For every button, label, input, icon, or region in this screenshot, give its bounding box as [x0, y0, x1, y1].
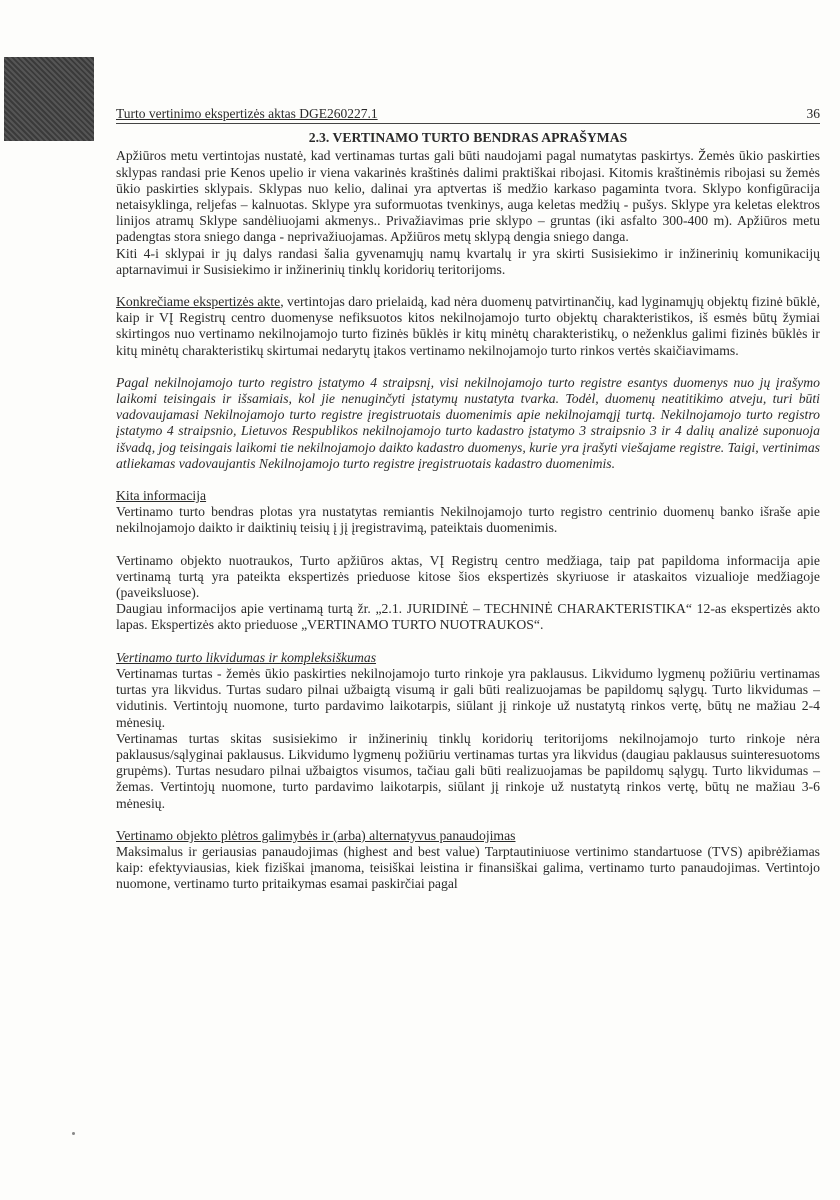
paragraph-liquidity-corridor: Vertinamas turtas skitas susisiekimo ir inžinerinių tinklų koridorių teritorijoms nekilnojamojo turto rinkoje nėra paklausus/sąlyginai paklausus. Likvidumo lygmenų požiūriu vertinamas turtas yra likvidus (daugiau paklausus suinteresuotoms grupėms). Turtas nesudaro pilnai užbaigtos visumos, tačiau gali būti realizuojamas be papildomų sąlygų. Turto likvidumas – žemas. Vertintojų nuomone, turto pardavimo laikotarpis, siūlant jį rinkoje už nustatytą rinkos vertę, būtų ne mažiau 3-6 mėnesių.: [116, 730, 820, 811]
paragraph-liquidity-agri: Vertinamas turtas - žemės ūkio paskirties nekilnojamojo turto rinkoje yra paklausus. Likvidumo lygmenų požiūriu vertinamas turtas yra likvidus. Turtas sudaro pilnai užbaigtą visumą ir gali būti realizuojamas be papildomų sąlygų. Turto likvidumas – vidutinis. Vertintojų nuomone, turto pardavimo laikotarpis, siūlant jį rinkoje už nustatytą rinkos vertę, būtų ne mažiau 2-4 mėnesių.: [116, 665, 820, 730]
heading-liquidity: Vertinamo turto likvidumas ir kompleksiškumas: [116, 649, 377, 665]
paragraph-assumption: [116, 294, 820, 359]
assumption-lead: Konkrečiame ekspertizės akte: [116, 294, 281, 310]
page-number: 36: [806, 106, 820, 121]
paragraph-area-source: Vertinamo turto bendras plotas yra nustatytas remiantis Nekilnojamojo turto registro centrinio duomenų banko išraše apie nekilnojamojo daikto ir daiktinių teisių į jį įregistravimą, pateiktais duomenimis.: [116, 504, 820, 536]
paragraph-photos: Vertinamo objekto nuotraukos, Turto apžiūros aktas, VĮ Registrų centro medžiaga, taip pat papildoma informacija apie vertinamą turtą yra pateikta ekspertizės prieduose kitose šios ekspertizės skyriuose ir ataskaitos vizualioje medžiagoje (paveiksluose).: [116, 552, 820, 601]
paragraph-site-description: Apžiūros metu vertintojas nustatė, kad vertinamas turtas gali būti naudojami pagal numatytas paskirtys. Žemės ūkio paskirties sklypas randasi prie Kenos upelio ir viena vakarinės kraštinės dalimi praktiškai ribojasi. Kitomis kraštinėmis ribojasi su žemės ūkio paskirties sklypais. Sklypas nuo kelio, dalinai yra aptvertas iš medžio karkaso pagaminta tvora. Sklypo konfigūracija netaisyklinga, reljefas – kalnuotas. Sklype yra suformuotas tvenkinys, auga keletas medžių - pušys. Sklype yra keletas elektros linijos atramų Sklype sandėliuojami akmenys.. Privažiavimas prie sklypo – gruntas (iki asfalto 300-400 m). Apžiūros metu padengtas stora sniego danga - neprivažiuojamas. Apžiūros metų sklypą dengia sniego danga.: [116, 148, 820, 245]
heading-development: Vertinamo objekto plėtros galimybės ir (arba) alternatyvus panaudojimas: [116, 827, 516, 843]
assumption-text: , vertintojas daro prielaidą, kad nėra duomenų patvirtinančių, kad lyginamųjų objektų fizinė būklė, kaip ir VĮ Registrų centro duomenyse nefiksuotos kitos nekilnojamojo turto objektų charakteristikos, iš esmės būtų žymiai skirtingos nuo vertinamo nekilnojamojo turto fizinės būklės ir kitų minėtų charakteristikų, o neženklus galimi fizinės būklės ir kitų minėtų charakteristikų skirtumai nedarytų įtakos vertinamo nekilnojamojo turto rinkos vertės skaičiavimams.: [116, 294, 821, 358]
scan-dot: [72, 1132, 75, 1135]
heading-other-info: Kita informacija: [116, 488, 207, 504]
scan-artifact: [4, 57, 94, 141]
page-header: [116, 106, 820, 124]
section-title: 2.3. VERTINAMO TURTO BENDRAS APRAŠYMAS: [308, 130, 628, 146]
document-page: [116, 106, 820, 893]
paragraph-registry-law: Pagal nekilnojamojo turto registro įstatymo 4 straipsnį, visi nekilnojamojo turto registre esantys duomenys nuo jų įrašymo laikomi teisingais ir išsamiais, kol jie nenuginčyti įstatymų nustatyta tvarka. Todėl, duomenų neatitikimo atveju, turi būti vadovaujamasi Nekilnojamojo turto registre įregistruotais duomenimis apie nekilnojamąjį turtą. Nekilnojamojo turto registro įstatymo 4 straipsnio, Lietuvos Respublikos nekilnojamojo turto kadastro įstatymo 3 straipsnio 3 ir 4 dalių analizė suponuoja išvadą, jog teisingais laikomi tie nekilnojamojo daikto kadastro duomenys, kurie yra įrašyti viešajame registre. Taigi, vertinimas atliekamas vadovaujantis Nekilnojamojo turto registre įregistruotais kadastro duomenimis.: [116, 374, 820, 471]
paragraph-other-plots: Kiti 4-i sklypai ir jų dalys randasi šalia gyvenamųjų namų kvartalų ir yra skirti Susisiekimo ir inžinerinių komunikacijų aptarnavimui ir Susisiekimo ir inžinerinių tinklų koridorių teritorijoms.: [116, 245, 820, 277]
paragraph-more-info: Daugiau informacijos apie vertinamą turtą žr. „2.1. JURIDINĖ – TECHNINĖ CHARAKTERISTIKA“ 12-as ekspertizės akto lapas. Ekspertizės akto prieduose „VERTINAMO TURTO NUOTRAUKOS“.: [116, 601, 820, 633]
document-id: Turto vertinimo ekspertizės aktas DGE260227.1: [116, 106, 378, 121]
paragraph-best-use: Maksimalus ir geriausias panaudojimas (highest and best value) Tarptautiniuose vertinimo standartuose (TVS) apibrėžiamas kaip: efektyviausias, kiek fiziškai įmanoma, teisiškai leistina ir finansiškai galima, vertinamo turto panaudojimas. Vertintojo nuomone, vertinamo turto pritaikymas esamai paskirčiai pagal: [116, 843, 820, 892]
